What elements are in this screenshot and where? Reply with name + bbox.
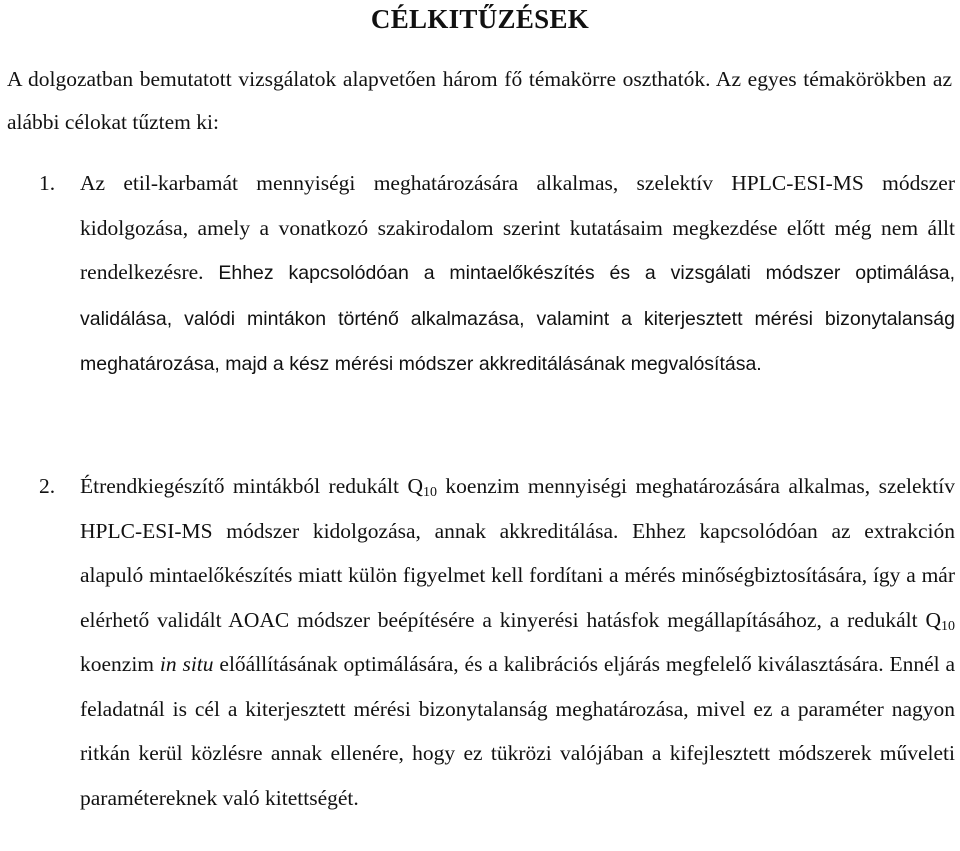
list-item-text: előállításának optimálására, és a kalibrációs eljárás megfelelő kiválasztására. Ennél a feladatnál is cél a kiterjesztett mérési bizonytalanság meghatározása, mivel ez a paraméter nagyon ritkán kerül közlésre annak ellenére, hogy ez tükrözi valójában a kifejlesztett módszerek műveleti paramétereknek való kitettségét. [80, 652, 955, 810]
subscript: 10 [941, 618, 955, 634]
list-item [39, 464, 955, 820]
page-title: CÉLKITŰZÉSEK [370, 4, 590, 34]
list-item-text: koenzim mennyiségi meghatározására alkalmas, szelektív HPLC-ESI-MS módszer kidolgozása, annak akkreditálása. Ehhez kapcsolódóan az extrakción alapuló mintaelőkészítés miatt külön figyelmet kell fordítani a mérés minőségbiztosítására, így a már elérhető validált AOAC módszer beépítésére a kinyerési hatásfok megállapításához, a redukált Q [80, 474, 955, 632]
list-item-number: 1. [39, 171, 56, 195]
intro-paragraph: A dolgozatban bemutatott vizsgálatok alapvetően három fő témakörre oszthatók. Az egyes témakörökben az alábbi célokat tűztem ki: [7, 67, 952, 134]
italic-term: in situ [159, 652, 214, 676]
subscript: 10 [422, 485, 437, 500]
list-item-text: Az etil-karbamát mennyiségi meghatározására alkalmas, szelektív HPLC-ESI-MS módszer kidolgozása, amely a vonatkozó szakirodalom szerint kutatásaim megkezdése előtt még nem állt rendelkezésre. [80, 171, 955, 284]
list-item-text: koenzim [80, 652, 160, 676]
list-item [39, 161, 955, 387]
list-item-number: 2. [39, 474, 56, 498]
list-item-text-sans: Ehhez kapcsolódóan a mintaelőkészítés és a vizsgálati módszer optimálása, validálása, valódi mintákon történő alkalmazása, valamint a kiterjesztett mérési bizonytalanság meghatározása, majd a kész mérési módszer akkreditálásának megvalósítása. [80, 262, 955, 375]
list-item-text: Étrendkiegészítő mintákból redukált Q [80, 474, 423, 498]
